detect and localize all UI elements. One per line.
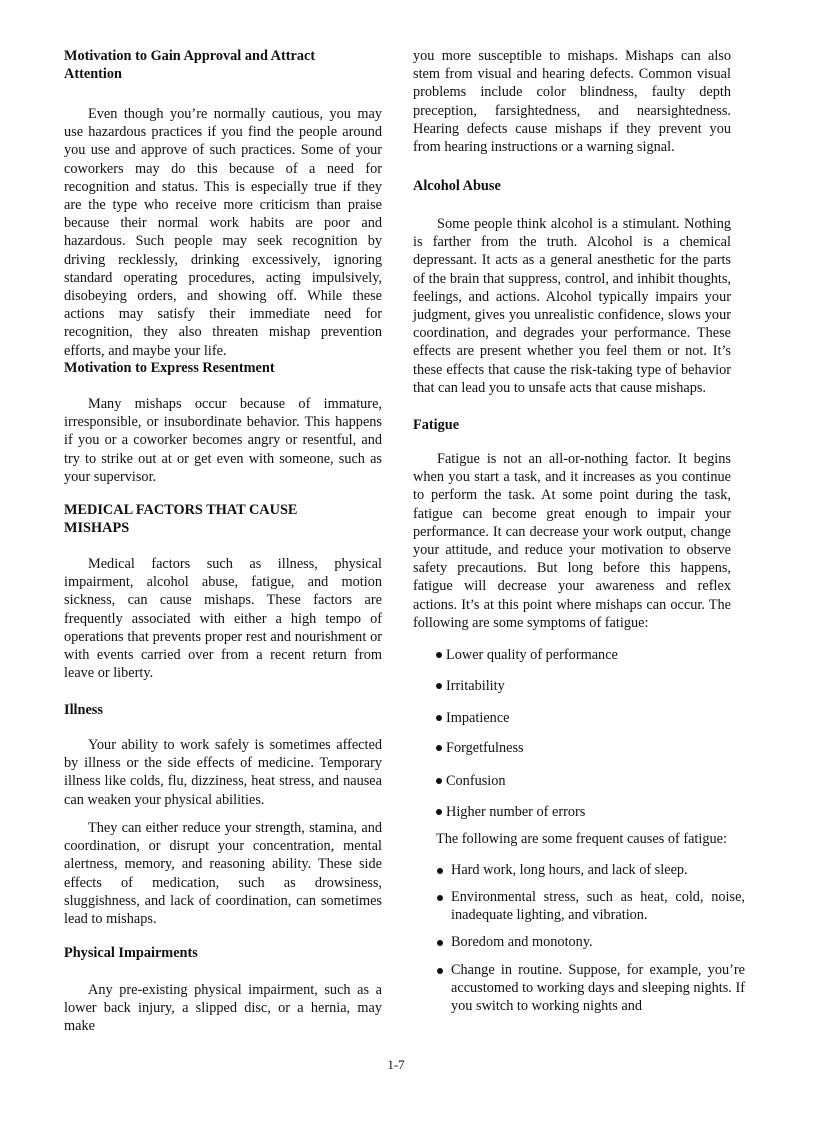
list-item-text: Boredom and monotony. bbox=[451, 934, 593, 950]
list-item-text: Forgetfulness bbox=[446, 740, 524, 756]
list-item-text: Irritability bbox=[446, 678, 505, 694]
heading-resentment: Motivation to Express Resentment bbox=[64, 360, 275, 376]
list-item-text: Higher number of errors bbox=[446, 804, 586, 820]
bullet-icon bbox=[436, 778, 442, 784]
heading-approval: Motivation to Gain Approval and Attract Attention bbox=[64, 48, 316, 83]
list-item bbox=[436, 933, 745, 951]
page-number: 1-7 bbox=[387, 1057, 405, 1072]
paragraph: Fatigue is not an all-or-nothing factor. It begins when you start a task, and it increases as you continue to perform the task. At some point during the task, fatigue can become great enough to impair your performance. It can decrease your work output, change your attitude, and reduce your motivation to observe safety precautions. But long before this happens, fatigue will decrease your awareness and reflex actions. It’s at this point where mishaps can occur. The following are some symptoms of fatigue: bbox=[413, 451, 731, 631]
list-item-text: Change in routine. Suppose, for example, you’re accustomed to working days and sleeping nights. If you switch to working nights and bbox=[451, 962, 745, 1015]
bullet-icon bbox=[436, 715, 442, 721]
paragraph: Any pre-existing physical impairment, such as a lower back injury, a slipped disc, or a hernia, may make bbox=[64, 982, 382, 1035]
bullet-icon bbox=[437, 940, 443, 946]
bullet-icon bbox=[437, 868, 443, 874]
list-item bbox=[436, 861, 745, 879]
list-item bbox=[436, 646, 736, 664]
heading-illness: Illness bbox=[64, 702, 103, 718]
list-item bbox=[436, 803, 736, 821]
list-item-text: Environmental stress, such as heat, cold, noise, inadequate lighting, and vibration. bbox=[451, 889, 745, 924]
heading-physical-impairments: Physical Impairments bbox=[64, 945, 198, 961]
list-item-text: Hard work, long hours, and lack of sleep. bbox=[451, 862, 688, 878]
paragraph: Even though you’re normally cautious, you may use hazardous practices if you find the people around you use and approve of such practices. Some of your coworkers may do this because of a need for recognition and status. This is especially true if they are the type who receive more criticism than praise because their normal work habits are poor and hazardous. Such people may seek recognition by driving recklessly, drinking excessively, ignoring standard operating procedures, acting impulsively, disobeying orders, and showing off. While these actions may satisfy their immediate need for recognition, they also threaten mishap prevention efforts, and maybe your life. bbox=[64, 106, 382, 359]
heading-medical-factors: MEDICAL FACTORS THAT CAUSE MISHAPS bbox=[64, 502, 298, 537]
bullet-icon bbox=[436, 809, 442, 815]
list-item bbox=[436, 677, 736, 695]
bullet-icon bbox=[437, 968, 443, 974]
list-item bbox=[436, 888, 745, 924]
bullet-icon bbox=[437, 895, 443, 901]
list-item bbox=[436, 739, 736, 757]
bullet-icon bbox=[436, 652, 442, 658]
causes-intro: The following are some frequent causes of fatigue: bbox=[436, 831, 727, 847]
paragraph: Your ability to work safely is sometimes affected by illness or the side effects of medicine. Temporary illness like colds, flu, dizziness, heat stress, and nausea can weaken your physical abilities. bbox=[64, 737, 382, 808]
list-item bbox=[436, 772, 736, 790]
list-item bbox=[436, 709, 736, 727]
paragraph: Medical factors such as illness, physical impairment, alcohol abuse, fatigue, and motion sickness, can cause mishaps. These factors are frequently associated with either a high tempo of operations that prevents proper rest and nourishment or with events carried over from a recent return from leave or liberty. bbox=[64, 556, 382, 682]
list-item bbox=[436, 961, 745, 1016]
paragraph: They can either reduce your strength, stamina, and coordination, or disrupt your concentration, mental alertness, memory, and reasoning ability. These side effects of medication, such as drowsiness, sluggishness, and lack of coordination, can sometimes lead to mishaps. bbox=[64, 820, 382, 928]
list-item-text: Impatience bbox=[446, 710, 510, 726]
heading-alcohol-abuse: Alcohol Abuse bbox=[413, 178, 501, 194]
paragraph: Some people think alcohol is a stimulant. Nothing is farther from the truth. Alcohol is a chemical depressant. It acts as a general anesthetic for the parts of the brain that suppress, control, and inhibit thoughts, feelings, and actions. Alcohol typically impairs your judgment, gives you unrealistic confidence, slows your coordination, and degrades your performance. These effects are present whether you feel them or not. It’s these effects that cause the risk-taking type of behavior that can lead you to unsafe acts that cause mishaps. bbox=[413, 216, 731, 396]
list-item-text: Confusion bbox=[446, 773, 506, 789]
bullet-icon bbox=[436, 745, 442, 751]
heading-fatigue: Fatigue bbox=[413, 417, 460, 433]
list-item-text: Lower quality of performance bbox=[446, 647, 618, 663]
paragraph: Many mishaps occur because of immature, irresponsible, or insubordinate behavior. This happens if you or a coworker becomes angry or resentful, and try to strike out at or get even with someone, such as your supervisor. bbox=[64, 396, 382, 485]
paragraph: you more susceptible to mishaps. Mishaps can also stem from visual and hearing defects. Common visual problems include color blindness, faulty depth preception, farsightedness, and nearsightedness. Hearing defects cause mishaps if they prevent you from hearing instructions or a warning signal. bbox=[413, 48, 731, 156]
bullet-icon bbox=[436, 683, 442, 689]
